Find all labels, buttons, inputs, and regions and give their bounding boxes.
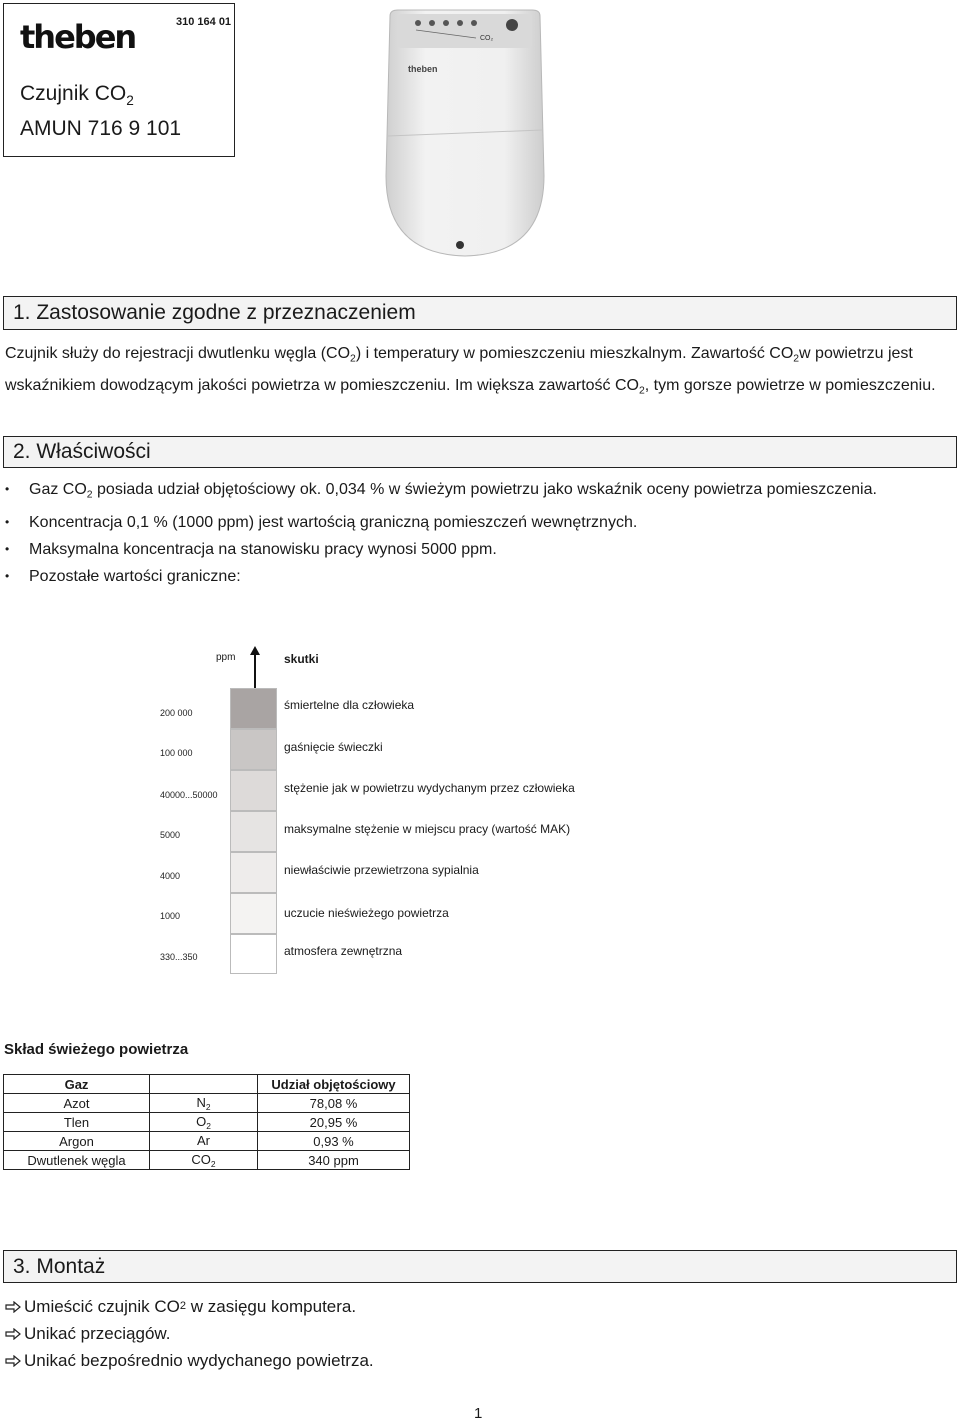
ppm-axis: [254, 652, 256, 692]
list-item: • Maksymalna koncentracja na stanowisku pracy wynosi 5000 ppm.: [5, 536, 945, 563]
ppm-value: 40000...50000: [160, 790, 218, 800]
page-number: 1: [474, 1405, 483, 1422]
gas-name-cell: Dwutlenek węgla: [4, 1151, 150, 1170]
list-item: • Koncentracja 0,1 % (1000 ppm) jest wartością graniczną pomieszczeń wewnętrznych.: [5, 509, 945, 536]
sensor-device-illustration: [376, 8, 554, 263]
gas-symbol-cell: Ar: [150, 1132, 258, 1151]
table-row: [4, 1132, 410, 1151]
effect-label: stężenie jak w powietrzu wydychanym przez człowieka: [284, 781, 575, 795]
table-row: [4, 1094, 410, 1113]
level-bar-segment: [230, 729, 277, 770]
section1-paragraph: Czujnik służy do rejestracji dwutlenku węgla $(CO_2)$ i temperatury w pomieszczeniu mieszkalnym. Zawartość $CO_2w$ powietrzu jest wskaźnikiem dowodzącym jakości powietrza w pomieszczeniu. Im większa zawartość $CO_2$, tym gorsze powietrze w pomieszczeniu.: [5, 345, 936, 397]
theben-logo: theben: [20, 18, 136, 56]
section-heading-3: 3. Montaż: [3, 1250, 957, 1283]
ppm-axis-label: ppm: [216, 652, 236, 663]
instruction-item: Umieścić czujnik CO 2 w zasięgu komputera.: [5, 1293, 374, 1320]
arrow-right-icon: [5, 1355, 21, 1367]
instruction-item: Unikać bezpośrednio wydychanego powietrza.: [5, 1347, 374, 1374]
effect-label: maksymalne stężenie w miejscu pracy (wartość MAK): [284, 822, 571, 836]
display-label: CO₂: [480, 35, 494, 42]
list-item: • Gaz $CO_2$ posiada udział objętościowy ok. 0,034 % w świeżym powietrzu jako wskaźnik oceny powietrza pomieszczenia.: [5, 476, 945, 509]
title-text: Czujnik CO: [20, 82, 127, 105]
effect-label: gaśnięcie świeczki: [284, 740, 383, 754]
level-bar-segment: [230, 852, 277, 893]
gas-symbol-cell: $N_2$: [150, 1094, 258, 1113]
gas-name-cell: Tlen: [4, 1113, 150, 1132]
ppm-value: 5000: [160, 830, 181, 840]
effect-label: uczucie nieświeżego powietrza: [284, 906, 449, 920]
header-symbol: [150, 1075, 258, 1094]
mounting-instructions: [5, 1293, 374, 1374]
list-item: • Pozostałe wartości graniczne:: [5, 563, 945, 590]
header-box: [3, 3, 235, 157]
composition-table: [3, 1074, 410, 1170]
gas-share-cell: 20,95 %: [258, 1113, 410, 1132]
arrow-right-icon: [5, 1328, 21, 1340]
ppm-value: 1000: [160, 911, 181, 921]
table-header-row: [4, 1075, 410, 1094]
gas-name-cell: Argon: [4, 1132, 150, 1151]
gas-name-cell: Azot: [4, 1094, 150, 1113]
title-subscript: 2: [126, 92, 134, 108]
level-bar-segment: [230, 893, 277, 934]
document-number: 310 164 01: [176, 16, 232, 28]
section-heading-1: 1. Zastosowanie zgodne z przeznaczeniem: [3, 296, 957, 330]
header-gas: Gaz: [4, 1075, 150, 1094]
level-bar-segment: [230, 934, 277, 974]
table-row: [4, 1151, 410, 1170]
gas-share-cell: 340 ppm: [258, 1151, 410, 1170]
product-title: [20, 80, 181, 143]
ppm-value: 100 000: [160, 748, 193, 758]
level-bar-segment: [230, 811, 277, 852]
gas-share-cell: 78,08 %: [258, 1094, 410, 1113]
properties-list: [5, 476, 945, 590]
level-bar-segment: [230, 688, 277, 729]
gas-symbol-cell: $O_2$: [150, 1113, 258, 1132]
instruction-item: Unikać przeciągów.: [5, 1320, 374, 1347]
composition-title: Skład świeżego powietrza: [4, 1041, 189, 1058]
arrow-right-icon: [5, 1301, 21, 1313]
gas-symbol-cell: $CO_2$: [150, 1151, 258, 1170]
effects-label: skutki: [284, 652, 319, 666]
level-bar-segment: [230, 770, 277, 811]
effect-label: śmiertelne dla człowieka: [284, 698, 415, 712]
effect-label: niewłaściwie przewietrzona sypialnia: [284, 863, 479, 877]
co2-limits-diagram: [150, 640, 650, 980]
model-number: AMUN 716 9 101: [20, 116, 182, 140]
header-share: Udział objętościowy: [258, 1075, 410, 1094]
ppm-value: 4000: [160, 871, 181, 881]
ppm-value: 200 000: [160, 708, 193, 718]
effect-label: atmosfera zewnętrzna: [284, 944, 403, 958]
table-row: [4, 1113, 410, 1132]
device-brand-label: theben: [408, 64, 438, 74]
gas-share-cell: 0,93 %: [258, 1132, 410, 1151]
section-heading-2: 2. Właściwości: [3, 436, 957, 468]
ppm-value: 330...350: [160, 952, 198, 962]
